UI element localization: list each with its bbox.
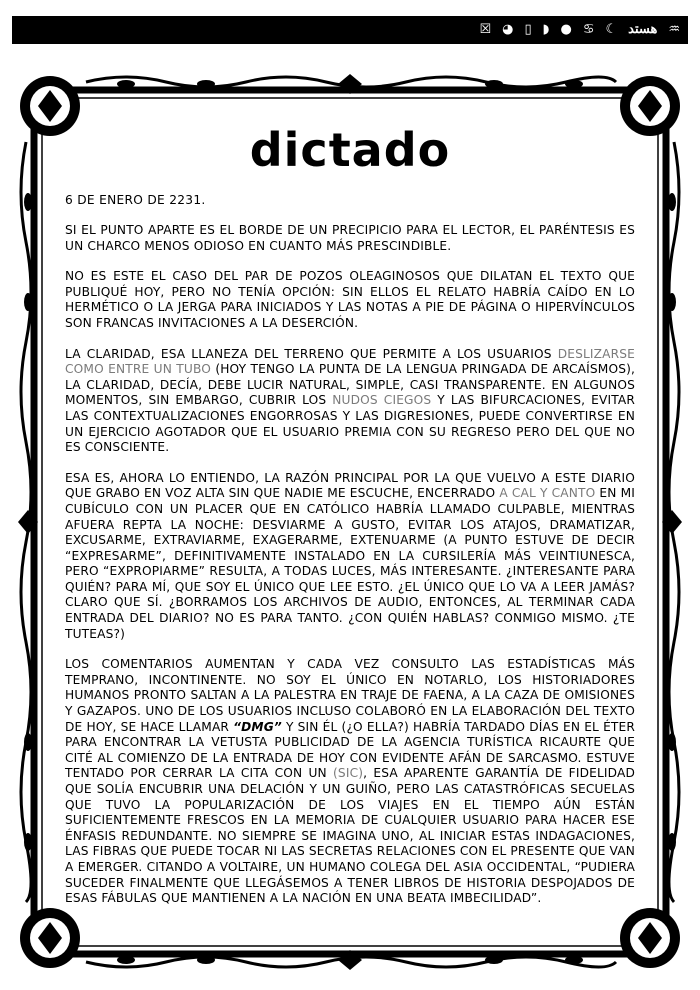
text-run: Y SIN ÉL (¿O ELLA?) HABRÍA TARDADO DÍAS EN EL ÉTER PARA ENCONTRAR LA VETUSTA PUBLICIDAD DE LA AGENCIA TURÍSTICA RICAURTE QUE CITÉ AL COMIENZO DE LA ENTRADA DE HOY CON EVIDENTE AFÁN DE SARCASMO. ESTUVE TENTADO POR CERRAR LA CITA CON UN [65,719,635,781]
emphasis-text: “DMG” [233,719,282,734]
top-toolbar [12,16,688,44]
lips-icon[interactable]: ◕ [502,22,514,37]
page-title: dictado [249,123,451,177]
bomb-icon[interactable]: ● [560,22,572,37]
hyperlink[interactable]: (SIC) [333,766,364,781]
text-run: Y LAS BIFURCACIONES, EVITAR LAS CONTEXTUALIZACIONES ENGORROSAS Y LAS DIGRESIONES, PUEDE CONVERTIRSE EN UN EJERCICIO AGOTADOR QUE EL USUARIO PREMIA CON SU REGRESO PERO DEL QUE NO ES CONSCIENTE. [65,393,635,455]
paragraph [65,471,635,643]
cancer-sign-icon[interactable]: ♋ [582,22,595,37]
text-run: ESA ES, AHORA LO ENTIENDO, LA RAZÓN PRINCIPAL POR LA QUE VUELVO A ESTE DIARIO QUE GRABO EN VOZ ALTA SIN QUE NADIE ME ESCUCHE, ENCERRADO [65,470,635,501]
text-run: , ESA APARENTE GARANTÍA DE FIDELIDAD QUE SOLÍA ENCUBRIR UNA DELACIÓN Y UN GUIÑO, PERO LAS CATASTRÓFICAS SECUELAS QUE TUVO LA POPULARIZACIÓN DE LOS VIAJES EN EL TIEMPO AÚN ESTÁN SUFICIENTEMENTE FRESCOS EN LA MEMORIA DE CUALQUIER USUARIO PARA HACER ESE ÉNFASIS REDUNDANTE. NO SIEMPRE SE IMAGINA UNO, AL INICIAR ESTAS INDAGACIONES, LAS FIBRAS QUE PUEDE TOCAR NI LAS SECRETAS RELACIONES CON EL PRESENTE QUE VAN A EMERGER. CITANDO A VOLTAIRE, UN HUMANO COLEGA DEL ASIA OCCIDENTAL, “PUDIERA SUCEDER FINALMENTE QUE LLEGÁSEMOS A TENER LIBROS DE HISTORIA DESPOJADOS DE ESAS FÁBULAS QUE MANTIENEN A LA NACIÓN EN UNA BEATA IMBECILIDAD”. [65,766,635,906]
close-box-icon[interactable]: ☒ [479,22,492,37]
aquarius-sign-icon[interactable]: ♒ [668,22,680,37]
page-icon[interactable]: ▯ [524,22,532,37]
leaf-icon[interactable]: ◗ [542,22,550,37]
text-run: (HOY TENGO LA PUNTA DE LA LENGUA PRINGADA DE ARCAÍSMOS), LA CLARIDAD, DECÍA, DEBE LUCIR NATURAL, SIMPLE, CASI TRANSPARENTE. EN ALGUNOS MOMENTOS, SIN EMBARGO, CUBRIR LOS [65,362,636,408]
entry-body [65,223,635,907]
hyperlink[interactable]: A CAL Y CANTO [499,486,596,501]
text-run: SI EL PUNTO APARTE ES EL BORDE DE UN PRECIPICIO PARA EL LECTOR, EL PARÉNTESIS ES UN CHARCO MENOS ODIOSO EN CUANTO MÁS PRESCINDIBLE. [65,223,635,253]
paragraph [65,223,635,254]
paragraph [65,657,635,907]
hyperlink[interactable]: NUDOS CIEGOS [332,393,432,408]
text-run: LA CLARIDAD, ESA LLANEZA DEL TERRENO QUE PERMITE A LOS USUARIOS [65,346,558,361]
text-run: EN MI CUBÍCULO CON UN PLACER QUE EN CATÓLICO HABRÍA LLAMADO CULPABLE, MIENTRAS AFUERA REPTA LA NOCHE: DESVIARME A GUSTO, EVITAR LOS ATAJOS, DRAMATIZAR, EXCUSARME, EXTRAVIARME, EXAGERARME, EXTENUARME (A PUNTO ESTUVE DE DECIR “EXPRESARME”, DEFINITIVAMENTE INSTALADO EN LA CURSILERÍA MÁS VEINTIUNESCA, PERO “EXPROPIARME” RESULTA, A TODAS LUCES, MÁS INTERESANTE. ¿INTERESANTE PARA QUIÉN? PARA MÍ, QUE SOY EL ÚNICO QUE LEE ESTO. ¿EL ÚNICO QUE LO VA A LEER JAMÁS? CLARO QUE SÍ. ¿BORRAMOS LOS ARCHIVOS DE AUDIO, ENTONCES, AL TERMINAR CADA ENTRADA DEL DIARIO? NO ES PARA TANTO. ¿CON QUIÉN HABLAS? CONMIGO MISMO. ¿TE TUTEAS?) [65,486,635,641]
toolbar-icons [479,20,680,40]
brand-logo[interactable]: هستد [628,22,658,37]
paragraph [65,347,635,456]
entry-date: 6 DE ENERO DE 2231. [65,193,206,207]
text-run: LOS COMENTARIOS AUMENTAN Y CADA VEZ CONSULTO LAS ESTADÍSTICAS MÁS TEMPRANO, INCONTINENTE. NO SOY EL ÚNICO EN NOTARLO, LOS HISTORIADORES HUMANOS PRONTO SALTAN A LA PALESTRA EN TRAJE DE FAENA, A LA CAZA DE OMISIONES Y GAZAPOS. UNO DE LOS USUARIOS INCLUSO COLABORÓ EN LA ELABORACIÓN DEL TEXTO DE HOY, SE HACE LLAMAR [65,657,635,734]
hyperlink[interactable]: DESLIZARSE COMO ENTRE UN TUBO [65,346,635,377]
text-run: NO ES ESTE EL CASO DEL PAR DE POZOS OLEAGINOSOS QUE DILATAN EL TEXTO QUE PUBLIQUÉ HOY, PERO NO TENÍA OPCIÓN: SIN ELLOS EL RELATO HABRÍA CAÍDO EN LO HERMÉTICO O LA JERGA PARA INICIADOS Y LAS NOTAS A PIE DE PÁGINA O HIPERVÍNCULOS SON FRANCAS INVITACIONES A LA DESERCIÓN. [65,269,635,330]
crescent-icon[interactable]: ☾ [605,22,618,37]
paragraph [65,269,635,331]
diary-entry [65,193,635,922]
